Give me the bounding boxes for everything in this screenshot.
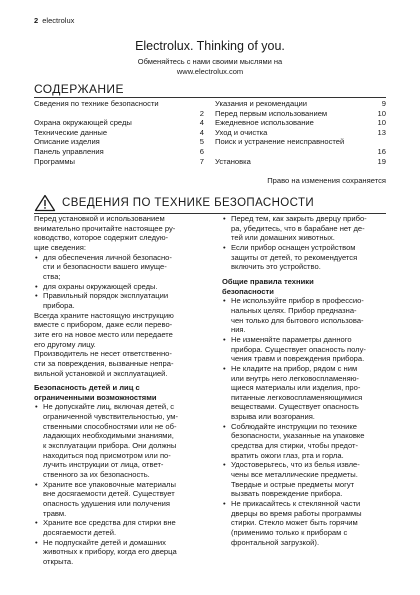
bullet-line: открыта. [43,556,74,566]
bullet-line: • для обеспечения личной безопасно- [43,252,172,262]
intro-line: Перед установкой и использованием [34,214,165,223]
bullet-line: чены все металлические предметы. [231,470,358,480]
bullet-line: фронтальной загрузкой). [231,537,320,547]
toc-entry[interactable] [34,137,204,147]
toc-entry[interactable] [215,118,386,128]
toc-entry-label: Перед первым использованием [215,108,328,118]
toc-rule [34,97,386,98]
toc-entry-page: 16 [377,146,386,156]
bullet-line: • Не подпускайте детей и домашних [43,537,166,547]
bullet-item [34,538,206,567]
bullet-line: сти и безопасности вашего имуще- [43,262,167,272]
share-text [0,57,420,77]
bullet-line: ственного за их безопасность. [43,470,150,480]
bullet-line: • Не изменяйте параметры данного [231,334,352,344]
intro-text [34,214,206,253]
bullet-item [222,296,388,335]
bullet-line: щиеся материалы или изделия, про- [231,383,361,393]
bullet-line: находиться под присмотром или по- [43,450,171,460]
bullet-line: прибора. [43,300,75,310]
heading-line: Общие правила техники [222,276,314,286]
bullet-item [222,422,388,461]
paragraph-line: сти за повреждения, вызванные непра- [34,358,174,368]
toc-entry-label: Программы [34,156,76,166]
tagline: Electrolux. Thinking of you. [135,39,285,53]
bullet-line: стирки. Стекло может быть горячим [231,518,358,528]
bullet-item [34,253,206,282]
bullet-line: • Удостоверьтесь, что из белья извле- [231,460,360,470]
safety-left-column [34,214,206,567]
heading-line: ограниченными возможностями [34,392,157,402]
bullet-item [222,335,388,364]
toc-entry-label: Описание изделия [34,137,100,147]
toc-entry-label: Установка [215,156,251,166]
toc-entry-page: 6 [199,146,204,156]
bullet-line: • для охраны окружающей среды. [43,281,158,291]
paragraph-line: его другому лицу. [34,339,96,349]
toc-entry[interactable] [34,157,204,167]
heading-line: Безопасность детей и лиц с [34,383,140,393]
bullet-item [34,480,206,519]
bullet-line: опасность удушения или получения [43,499,171,509]
bullet-item [34,282,206,292]
bullet-line: нальных целях. Прибор предназна- [231,305,357,315]
toc-entry[interactable] [215,109,386,119]
bullet-item [34,402,206,479]
general-safety-heading [222,277,388,296]
bullet-line: тей или домашних животных. [231,233,335,243]
bullet-line: • Не используйте прибор в профессио- [231,296,364,306]
bullet-line: дверцы во время работы программы [231,508,362,518]
toc-entry-label: Ежедневное использование [215,118,314,128]
bullet-line: вызвать повреждение прибора. [231,489,343,499]
toc-entry[interactable] [215,99,386,109]
toc-entry[interactable] [34,118,204,128]
intro-line: щие сведения: [34,242,86,252]
bullet-item [222,499,388,547]
toc-entry-label: Охрана окружающей среды [34,118,132,128]
bullet-line: безопасности, указанные на упаковке [231,431,365,441]
bullet-line: взрыва или возгорания. [231,412,315,422]
toc-entry-page: 13 [377,127,386,137]
bullet-item [222,214,388,243]
bullet-line: травм. [43,508,67,518]
intro-line: внимательно прочитайте настоящее ру- [34,223,176,233]
bullet-item [34,291,206,310]
bullet-line: ства; [43,271,61,281]
bullet-line: включить это устройство. [231,262,321,272]
bullet-line: • Храните все средства для стирки вне [43,518,176,528]
safety-title: СВЕДЕНИЯ ПО ТЕХНИКЕ БЕЗОПАСНОСТИ [62,197,315,209]
toc-entry-page: 19 [377,156,386,166]
storage-paragraph [34,311,206,379]
bullet-line: • Соблюдайте инструкции по технике [231,421,357,431]
toc-entry[interactable] [215,137,386,147]
toc-entry-page: 10 [377,108,386,118]
bullet-line: • Не прикасайтесь к стеклянной части [231,499,361,509]
page-number: 2 [34,16,39,25]
toc-entry-page: 10 [377,118,386,128]
bullet-line: защиты от детей, то рекомендуется [231,252,358,262]
toc-entry[interactable] [34,128,204,138]
toc-title: СОДЕРЖАНИЕ [34,82,124,96]
bullet-line: ограниченной чувствительностью, ум- [43,412,179,422]
toc-entry-page: 9 [381,99,386,108]
toc-entry-page: 4 [199,127,204,137]
general-bullet-list [222,296,388,547]
children-safety-heading [34,383,206,402]
toc-entry-label: Сведения по технике безопасности [34,99,159,108]
bullet-line: Твердые и острые предметы могут [231,479,355,489]
paragraph-line: Всегда храните настоящую инструкцию [34,310,174,320]
toc-entry[interactable] [215,147,386,157]
toc-entry[interactable] [215,157,386,167]
toc-entry-page: 5 [199,137,204,147]
bullet-line: средства для стирки, чтобы предот- [231,441,359,451]
bullet-line: вратить ожоги глаз, рта и горла. [231,450,344,460]
bullet-line: вне досягаемости детей. Существует [43,489,175,499]
bullet-item [222,243,388,272]
bullet-line: • Не кладите на прибор, рядом с ним [231,363,358,373]
toc-entry-page: 7 [199,156,204,166]
paragraph-line: Производитель не несет ответственно- [34,349,172,359]
toc-entry-label: Указания и рекомендации [215,99,308,108]
bullet-line: ладающих необходимыми знаниями, [43,431,174,441]
toc-entry[interactable] [215,128,386,138]
brand-name: electrolux [42,16,75,25]
toc-entry-label: Уход и очистка [215,127,268,137]
bullet-line: (применимо только к приборам с [231,528,348,537]
share-line: Обменяйтесь с нами своими мыслями на [137,57,283,66]
bullet-item [34,518,206,537]
heading-line: безопасности [222,286,274,296]
toc-entry[interactable] [34,147,204,157]
toc-entry[interactable] [34,99,204,109]
bullet-line: или внутрь него легковоспламеняю- [231,373,359,383]
children-bullet-list [34,402,206,566]
intro-bullet-list [34,253,206,311]
toc-left-column [34,99,204,166]
safety-heading [34,193,314,213]
bullet-line: животных к прибору, когда его дверца [43,547,177,557]
paragraph-line: вместе с прибором, даже если перево- [34,320,173,330]
copyright-note: Право на изменения сохраняется [267,176,386,185]
bullet-line: • Правильный порядок эксплуатации [43,291,169,301]
intro-line: ководство, которое содержит следую- [34,233,169,243]
safety-right-column [222,214,388,547]
toc-entry[interactable] [34,109,204,119]
bullet-line: питанные легковоспламеняющимися [231,392,363,402]
website-link[interactable]: www.electrolux.com [176,67,244,76]
bullet-line: ственными способностями или не об- [43,421,177,431]
paragraph-line: вильной установкой и эксплуатацией. [34,368,168,378]
bullet-line: чен только для бытового использова- [231,315,364,325]
bullet-line: досягаемости детей. [43,528,117,537]
toc-entry-label: Панель управления [34,146,104,156]
bullet-line: лучить инструкции от лица, ответ- [43,460,164,470]
bullet-line: веществами. Существует опасность [231,402,359,412]
door-bullet-list [222,214,388,272]
bullet-item [222,364,388,422]
bullet-line: ра, убедитесь, что в барабане нет де- [231,223,365,233]
toc-entry-label: Поиск и устранение неисправностей [215,137,345,147]
bullet-line: • Перед тем, как закрыть дверцу прибо- [231,214,367,223]
bullet-line: • Храните все упаковочные материалы [43,479,176,489]
bullet-line: чения травм и повреждения прибора. [231,354,365,364]
toc-entry-page [198,99,204,109]
toc-entry-page: 4 [199,118,204,128]
bullet-line: • Если прибор оснащен устройством [231,242,356,252]
bullet-line: к эксплуатации прибора. Они должны [43,441,177,451]
toc-entry-page [380,137,386,147]
toc-entry-page: 2 [199,108,204,118]
paragraph-line: зите его на новое место или передаете [34,329,173,339]
page-header [34,16,74,25]
bullet-line: прибора. Существует опасность полу- [231,344,366,354]
bullet-line: ния. [231,325,246,335]
toc-entry-label: Технические данные [34,127,108,137]
warning-triangle-icon [34,194,56,212]
bullet-item [222,460,388,499]
bullet-line: • Не допускайте лиц, включая детей, с [43,402,175,412]
toc-right-column [215,99,386,166]
